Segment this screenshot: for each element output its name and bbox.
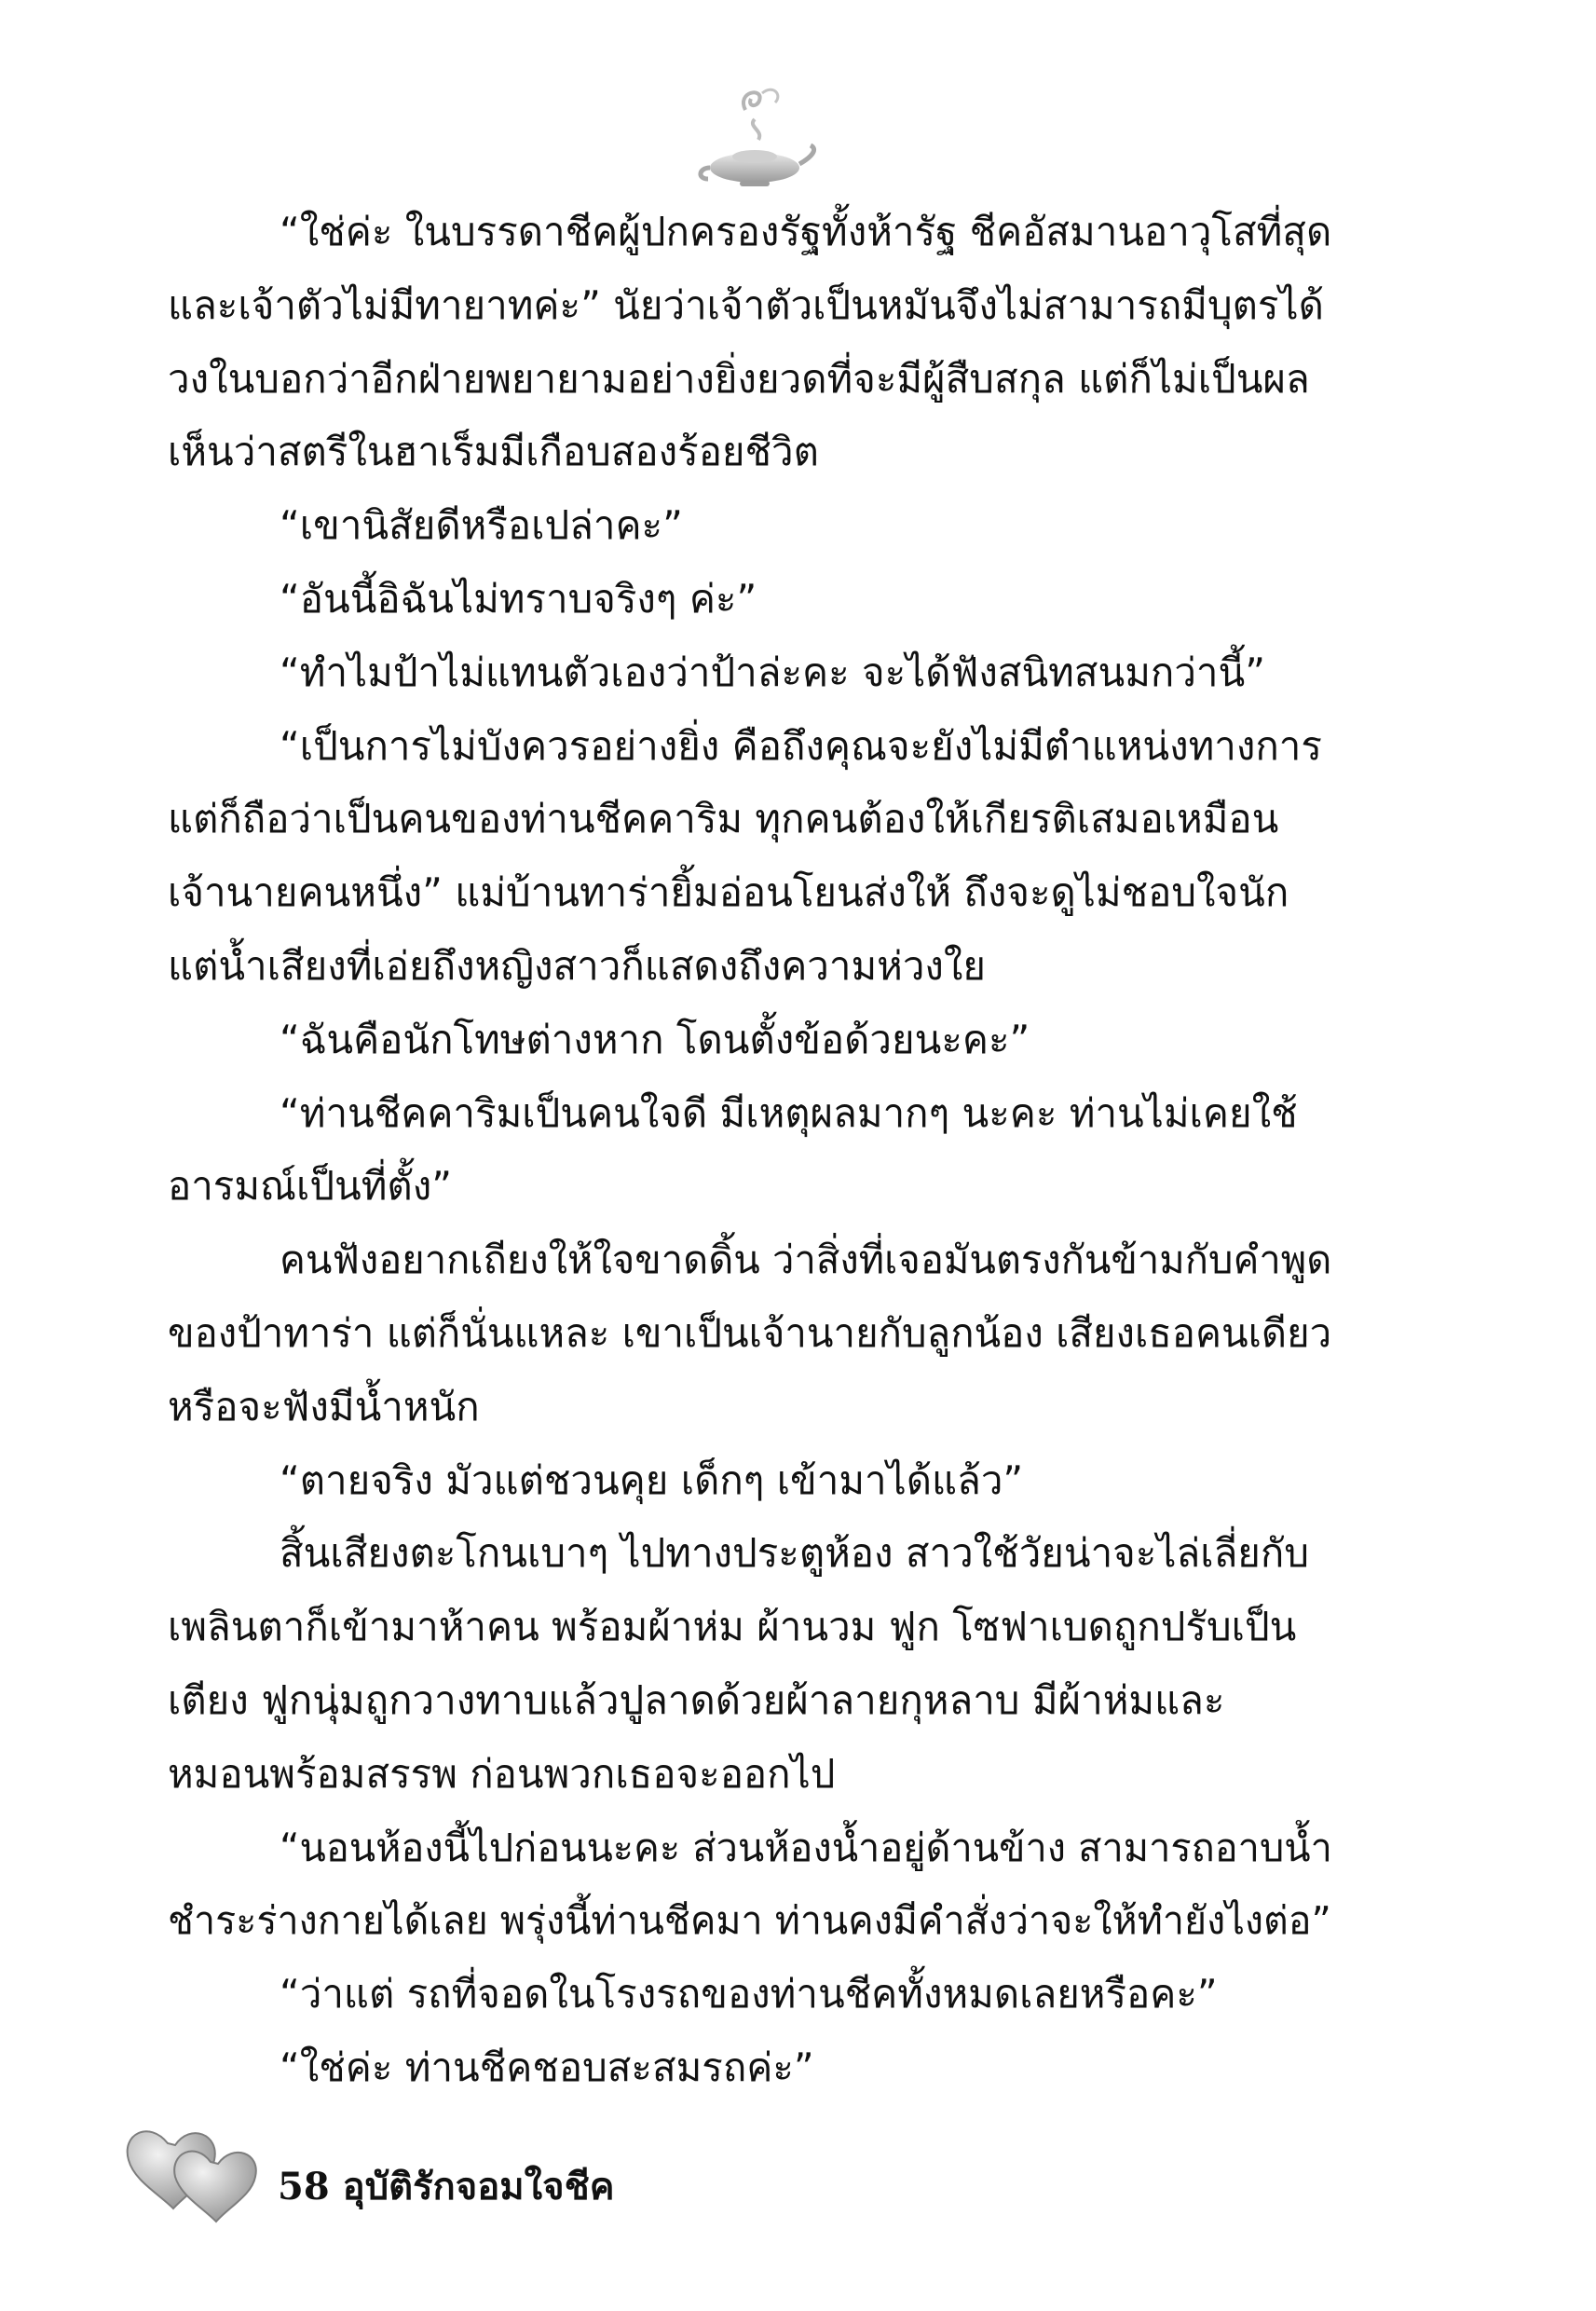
body-text [168,196,1332,2105]
genie-lamp-icon [689,82,820,194]
body-line: สิ้นเสียงตะโกนเบาๆ ไปทางประตูห้อง สาวใช้วัยน่าจะไล่เลี่ยกับ [280,1530,1310,1577]
body-line: เจ้านายคนหนึ่ง” แม่บ้านทาร่ายิ้มอ่อนโยนส่งให้ ถึงจะดูไม่ชอบใจนัก [168,869,1289,916]
body-line: เห็นว่าสตรีในฮาเร็มมีเกือบสองร้อยชีวิต [168,429,819,475]
body-line: ชำระร่างกายได้เลย พรุ่งนี้ท่านชีคมา ท่านคงมีคำสั่งว่าจะให้ทำยังไงต่อ” [168,1898,1331,1944]
body-line: เพลินตาก็เข้ามาห้าคน พร้อมผ้าห่ม ผ้านวม ฟูก โซฟาเบดถูกปรับเป็น [168,1604,1297,1650]
body-line: “ท่านชีคคาริมเป็นคนใจดี มีเหตุผลมากๆ นะคะ ท่านไม่เคยใช้ [280,1089,1298,1136]
footer-text [278,2156,627,2216]
page-footer [121,2115,773,2246]
body-line: “เขานิสัยดีหรือเปล่าคะ” [280,502,683,549]
body-line: แต่น้ำเสียงที่เอ่ยถึงหญิงสาวก็แสดงถึงความห่วงใย [168,942,987,989]
body-line: วงในบอกว่าอีกฝ่ายพยายามอย่างยิ่งยวดที่จะมีผู้สืบสกุล แต่ก็ไม่เป็นผล [168,355,1310,402]
body-line: หรือจะฟังมีน้ำหนัก [168,1383,480,1429]
body-line: “อันนี้อิฉันไม่ทราบจริงๆ ค่ะ” [280,575,757,622]
book-title: อุบัติรักจอมใจชีค [342,2165,615,2208]
body-line: “ว่าแต่ รถที่จอดในโรงรถของท่านชีคทั้งหมดเลยหรือคะ” [280,1971,1218,2017]
body-line: “ฉันคือนักโทษต่างหาก โดนตั้งข้อด้วยนะคะ” [280,1016,1030,1062]
body-line: “ตายจริง มัวแต่ชวนคุย เด็กๆ เข้ามาได้แล้ว” [280,1456,1024,1503]
body-line: คนฟังอยากเถียงให้ใจขาดดิ้น ว่าสิ่งที่เจอมันตรงกันข้ามกับคำพูด [280,1237,1332,1283]
body-line: หมอนพร้อมสรรพ ก่อนพวกเธอจะออกไป [168,1750,836,1797]
body-line: “ใช่ค่ะ ท่านชีคชอบสะสมรถค่ะ” [280,2044,814,2090]
body-line: “นอนห้องนี้ไปก่อนนะคะ ส่วนห้องน้ำอยู่ด้านข้าง สามารถอาบน้ำ [280,1824,1332,1870]
body-line: แต่ก็ถือว่าเป็นคนของท่านชีคคาริม ทุกคนต้องให้เกียรติเสมอเหมือน [168,796,1279,842]
body-line: “เป็นการไม่บังควรอย่างยิ่ง คือถึงคุณจะยังไม่มีตำแหน่งทางการ [280,722,1322,769]
body-line: เตียง ฟูกนุ่มถูกวางทาบแล้วปูลาดด้วยผ้าลายกุหลาบ มีผ้าห่มและ [168,1676,1225,1723]
page-number: 58 [278,2165,330,2208]
body-line: ของป้าทาร่า แต่ก็นั่นแหละ เขาเป็นเจ้านายกับลูกน้อง เสียงเธอคนเดียว [168,1309,1332,1356]
body-line: “ทำไมป้าไม่แทนตัวเองว่าป้าล่ะคะ จะได้ฟังสนิทสนมกว่านี้” [280,649,1265,695]
hearts-icon [121,2115,270,2236]
body-line: “ใช่ค่ะ ในบรรดาชีคผู้ปกครองรัฐทั้งห้ารัฐ ชีคอัสมานอาวุโสที่สุด [280,209,1332,254]
body-line: อารมณ์เป็นที่ตั้ง” [168,1163,452,1210]
body-line: และเจ้าตัวไม่มีทายาทค่ะ” นัยว่าเจ้าตัวเป็นหมันจึงไม่สามารถมีบุตรได้ [168,281,1324,328]
